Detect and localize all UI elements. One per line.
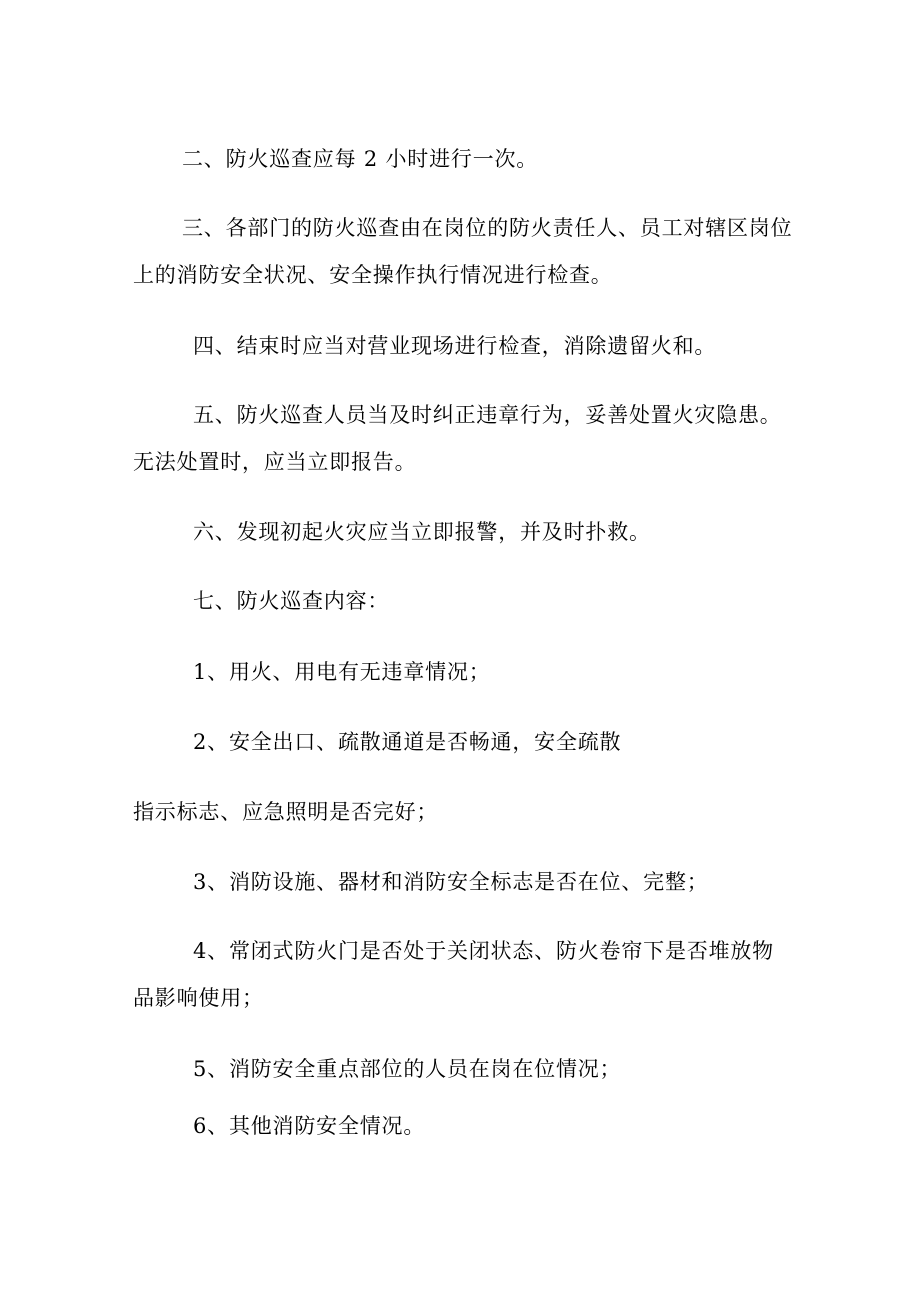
paragraph-5: 五、防火巡查人员当及时纠正违章行为，妥善处置火灾隐患。无法处置时，应当立即报告。 bbox=[133, 403, 782, 474]
list-item-2-continuation: 指示标志、应急照明是否完好； bbox=[133, 800, 439, 824]
list-item-5: 5、消防安全重点部位的人员在岗在位情况； bbox=[193, 1057, 622, 1081]
list-item-6: 6、其他消防安全情况。 bbox=[193, 1114, 426, 1138]
paragraph-7: 七、防火巡查内容： bbox=[193, 589, 390, 613]
paragraph-3: 三、各部门的防火巡查由在岗位的防火责任人、员工对辖区岗位上的消防安全状况、安全操作执行情况进行检查。 bbox=[133, 216, 793, 287]
list-item-4: 4、常闭式防火门是否处于关闭状态、防火卷帘下是否堆放物品影响使用； bbox=[133, 939, 774, 1010]
list-item-1: 1、用火、用电有无违章情况； bbox=[193, 660, 491, 684]
paragraph-4: 四、结束时应当对营业现场进行检查，消除遗留火和。 bbox=[193, 334, 717, 358]
list-item-3: 3、消防设施、器材和消防安全标志是否在位、完整； bbox=[193, 870, 709, 894]
paragraph-2: 二、防火巡查应每 2 小时进行一次。 bbox=[182, 147, 539, 171]
paragraph-6: 六、发现初起火灾应当立即报警，并及时扑救。 bbox=[193, 520, 651, 544]
list-item-2: 2、安全出口、疏散通道是否畅通，安全疏散 bbox=[193, 730, 622, 754]
